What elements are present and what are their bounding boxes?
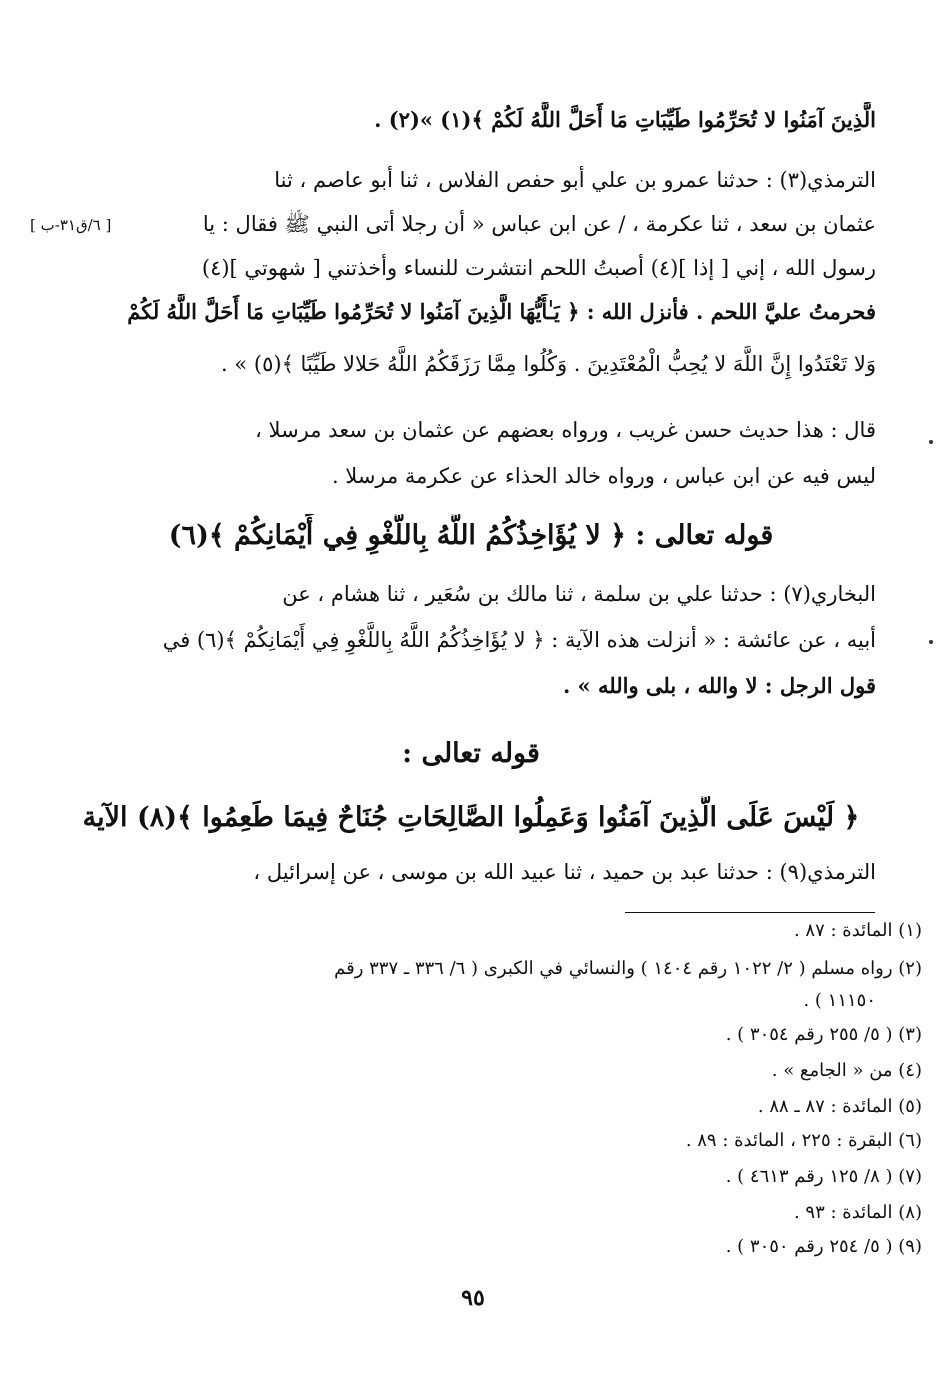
body-line-2: الترمذي(٣) : حدثنا عمرو بن علي أبو حفص الفلاس ، ثنا أبو عاصم ، ثنا — [274, 168, 876, 192]
footnote-8: (٨) المائدة : ٩٣ . — [793, 1202, 922, 1223]
section-heading-1: قوله تعالى : ﴿ لا يُؤَاخِذُكُمُ اللَّهُ بِاللَّغْوِ فِي أَيْمَانِكُمْ ﴾(٦) — [168, 520, 774, 551]
body-line-3: عثمان بن سعد ، ثنا عكرمة ، / عن ابن عباس « أن رجلا أتى النبي ﷺ فقال : يا — [202, 212, 876, 236]
body-line-5: فحرمتُ عليَّ اللحم . فأنزل الله : ﴿ يَـٰأَيُّهَا الَّذِينَ آمَنُوا لا تُحَرِّمُوا طَيِّبَاتِ مَا أَحَلَّ اللَّهُ لَكُمْ — [127, 299, 876, 324]
section-heading-2: قوله تعالى : — [402, 738, 540, 769]
body-line-9: البخاري(٧) : حدثنا علي بن سلمة ، ثنا مالك بن سُعَير ، ثنا هشام ، عن — [282, 582, 876, 606]
body-line-4: رسول الله ، إني [ إذا ](٤) أصبتُ اللحم انتشرت للنساء وأخذتني [ شهوتي ](٤) — [201, 256, 876, 280]
margin-speck — [929, 640, 933, 644]
footnote-separator — [625, 912, 875, 913]
body-line-10: أبيه ، عن عائشة : « أنزلت هذه الآية : ﴿ لا يُؤَاخِذُكُمُ اللَّهُ بِاللَّغْوِ فِي أَيْمَانِكُمْ ﴾(٦) في — [162, 628, 876, 652]
footnote-3: (٣) ( ٥/ ٢٥٥ رقم ٣٠٥٤ ) . — [725, 1024, 922, 1045]
margin-speck — [929, 440, 933, 444]
body-line-7: قال : هذا حديث حسن غريب ، ورواه بعضهم عن عثمان بن سعد مرسلا ، — [255, 418, 876, 442]
body-line-11: قول الرجل : لا والله ، بلى والله » . — [562, 673, 876, 698]
footnote-4: (٤) من « الجامع » . — [771, 1060, 922, 1081]
body-line-8: ليس فيه عن ابن عباس ، ورواه خالد الحذاء عن عكرمة مرسلا . — [331, 464, 876, 488]
footnote-2: (٢) رواه مسلم ( ٢/ ١٠٢٢ رقم ١٤٠٤ ) والنسائي في الكبرى ( ٦/ ٣٣٦ ـ ٣٣٧ رقم — [334, 958, 922, 979]
manuscript-folio-note: [ ٦/ق٣١-ب ] — [30, 216, 112, 234]
footnote-7: (٧) ( ٨/ ١٢٥ رقم ٤٦١٣ ) . — [725, 1166, 922, 1187]
page-number: ٩٥ — [461, 1285, 485, 1311]
footnote-5: (٥) المائدة : ٨٧ ـ ٨٨ . — [757, 1096, 922, 1117]
verse-heading: ﴿ لَيْسَ عَلَى الَّذِينَ آمَنُوا وَعَمِلُوا الصَّالِحَاتِ جُنَاحٌ فِيمَا طَعِمُوا ﴾(٨) الآية — [82, 802, 860, 833]
footnote-1: (١) المائدة : ٨٧ . — [793, 920, 922, 941]
body-line-6: وَلا تَعْتَدُوا إِنَّ اللَّهَ لا يُحِبُّ الْمُعْتَدِينَ . وَكُلُوا مِمَّا رَزَقَكُمُ اللَّهُ حَلالا طَيِّبًا ﴾(٥) » . — [221, 352, 876, 376]
body-line-12: الترمذي(٩) : حدثنا عبد بن حميد ، ثنا عبيد الله بن موسى ، عن إسرائيل ، — [253, 860, 876, 884]
body-line-1: الَّذِينَ آمَنُوا لا تُحَرِّمُوا طَيِّبَاتِ مَا أَحَلَّ اللَّهُ لَكُمْ ﴾(١) »(٢) . — [374, 107, 876, 132]
footnote-6: (٦) البقرة : ٢٢٥ ، المائدة : ٨٩ . — [685, 1130, 922, 1151]
footnote-2-cont: ١١١٥٠ ) . — [803, 990, 876, 1011]
footnote-9: (٩) ( ٥/ ٢٥٤ رقم ٣٠٥٠ ) . — [725, 1236, 922, 1257]
